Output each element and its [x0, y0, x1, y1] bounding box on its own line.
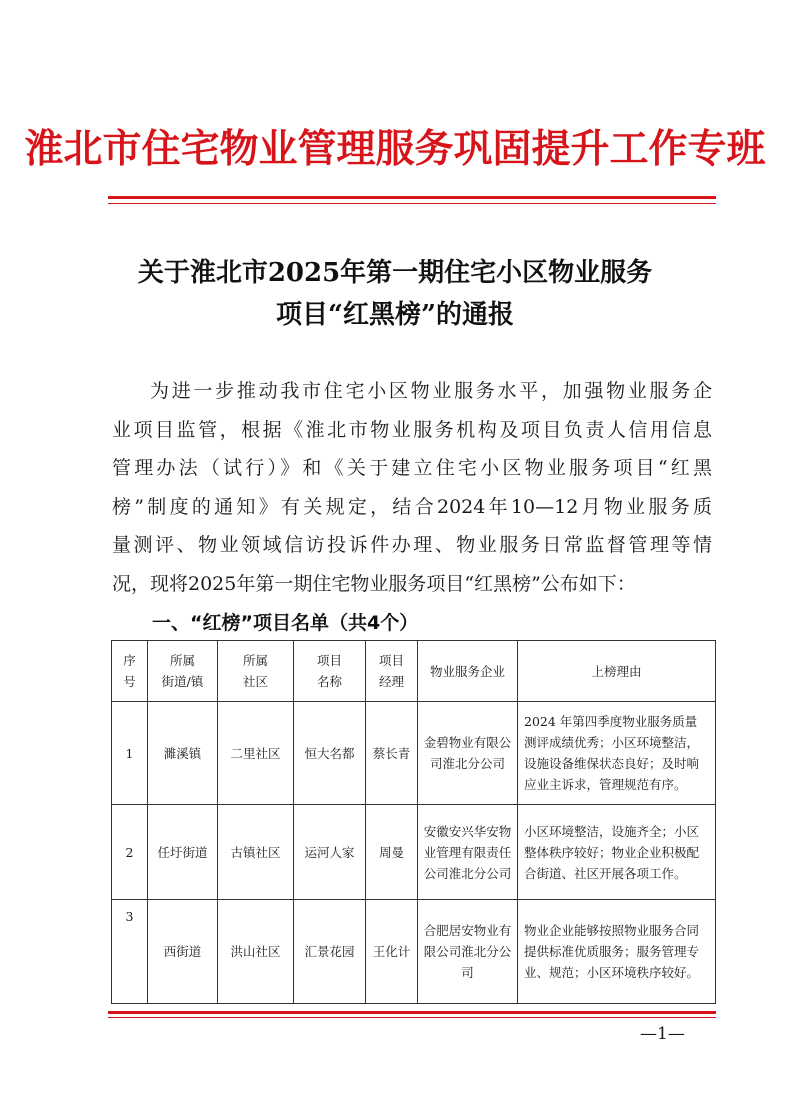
header-company: 物业服务企业 [418, 641, 518, 702]
cell-community: 二里社区 [218, 702, 294, 805]
body-line-4: 榜”制度的通知》有关规定，结合2024年10—12月物业服务质 [112, 495, 712, 518]
cell-community: 洪山社区 [218, 900, 294, 1004]
header-seq: 序 号 [112, 641, 148, 702]
document-title-line-1: 关于淮北市2025年第一期住宅小区物业服务 [137, 258, 653, 288]
issuer-masthead: 淮北市住宅物业管理服务巩固提升工作专班 [24, 126, 766, 172]
header-community: 所属 社区 [218, 641, 294, 702]
header-street: 所属 街道/镇 [148, 641, 218, 702]
header-project: 项目 名称 [294, 641, 366, 702]
cell-seq: 2 [112, 805, 148, 900]
cell-seq: 1 [112, 702, 148, 805]
cell-reason: 小区环境整洁，设施齐全；小区整体秩序较好；物业企业积极配合街道、社区开展各项工作。 [518, 805, 716, 900]
cell-street: 西街道 [148, 900, 218, 1004]
body-line-6: 况，现将2025年第一期住宅物业服务项目“红黑榜”公布如下： [112, 572, 636, 595]
cell-manager: 王化计 [366, 900, 418, 1004]
masthead-red-rule [108, 196, 716, 199]
cell-company: 安徽安兴华安物业管理有限责任公司淮北分公司 [418, 805, 518, 900]
cell-manager: 周曼 [366, 805, 418, 900]
cell-company: 金碧物业有限公司淮北分公司 [418, 702, 518, 805]
cell-reason: 物业企业能够按照物业服务合同提供标准优质服务；服务管理专业、规范；小区环境秩序较好。 [518, 900, 716, 1004]
page-number: —1— [640, 1024, 685, 1044]
body-line-1: 为进一步推动我市住宅小区物业服务水平，加强物业服务企 [150, 380, 712, 402]
header-manager: 项目 经理 [366, 641, 418, 702]
footer-red-rule [108, 1011, 716, 1014]
table-row [112, 900, 716, 1004]
table-row [112, 805, 716, 900]
document-title-line-2: 项目“红黑榜”的通报 [276, 300, 514, 330]
body-line-2: 业项目监管，根据《淮北市物业服务机构及项目负责人信用信息 [112, 418, 712, 441]
table-row [112, 702, 716, 805]
masthead-red-rule-thin [108, 203, 716, 204]
cell-reason: 2024 年第四季度物业服务质量测评成绩优秀；小区环境整洁，设施设备维保状态良好；及时响应业主诉求，管理规范有序。 [518, 702, 716, 805]
footer-red-rule-thin [108, 1017, 716, 1018]
red-list-table [111, 640, 716, 1004]
cell-project: 恒大名都 [294, 702, 366, 805]
cell-street: 任圩街道 [148, 805, 218, 900]
header-reason: 上榜理由 [518, 641, 716, 702]
cell-project: 汇景花园 [294, 900, 366, 1004]
body-line-3: 管理办法（试行）》和《关于建立住宅小区物业服务项目“红黑 [112, 457, 712, 479]
cell-seq: 3 [112, 900, 148, 1004]
table-header-row [112, 641, 716, 702]
section-heading-red-list: 一、“红榜”项目名单（共4个） [152, 612, 419, 634]
body-line-5: 量测评、物业领域信访投诉件办理、物业服务日常监督管理等情 [112, 534, 712, 556]
cell-street: 濉溪镇 [148, 702, 218, 805]
cell-community: 古镇社区 [218, 805, 294, 900]
cell-manager: 蔡长青 [366, 702, 418, 805]
cell-company: 合肥居安物业有限公司淮北分公司 [418, 900, 518, 1004]
cell-project: 运河人家 [294, 805, 366, 900]
body-paragraph [112, 372, 712, 603]
